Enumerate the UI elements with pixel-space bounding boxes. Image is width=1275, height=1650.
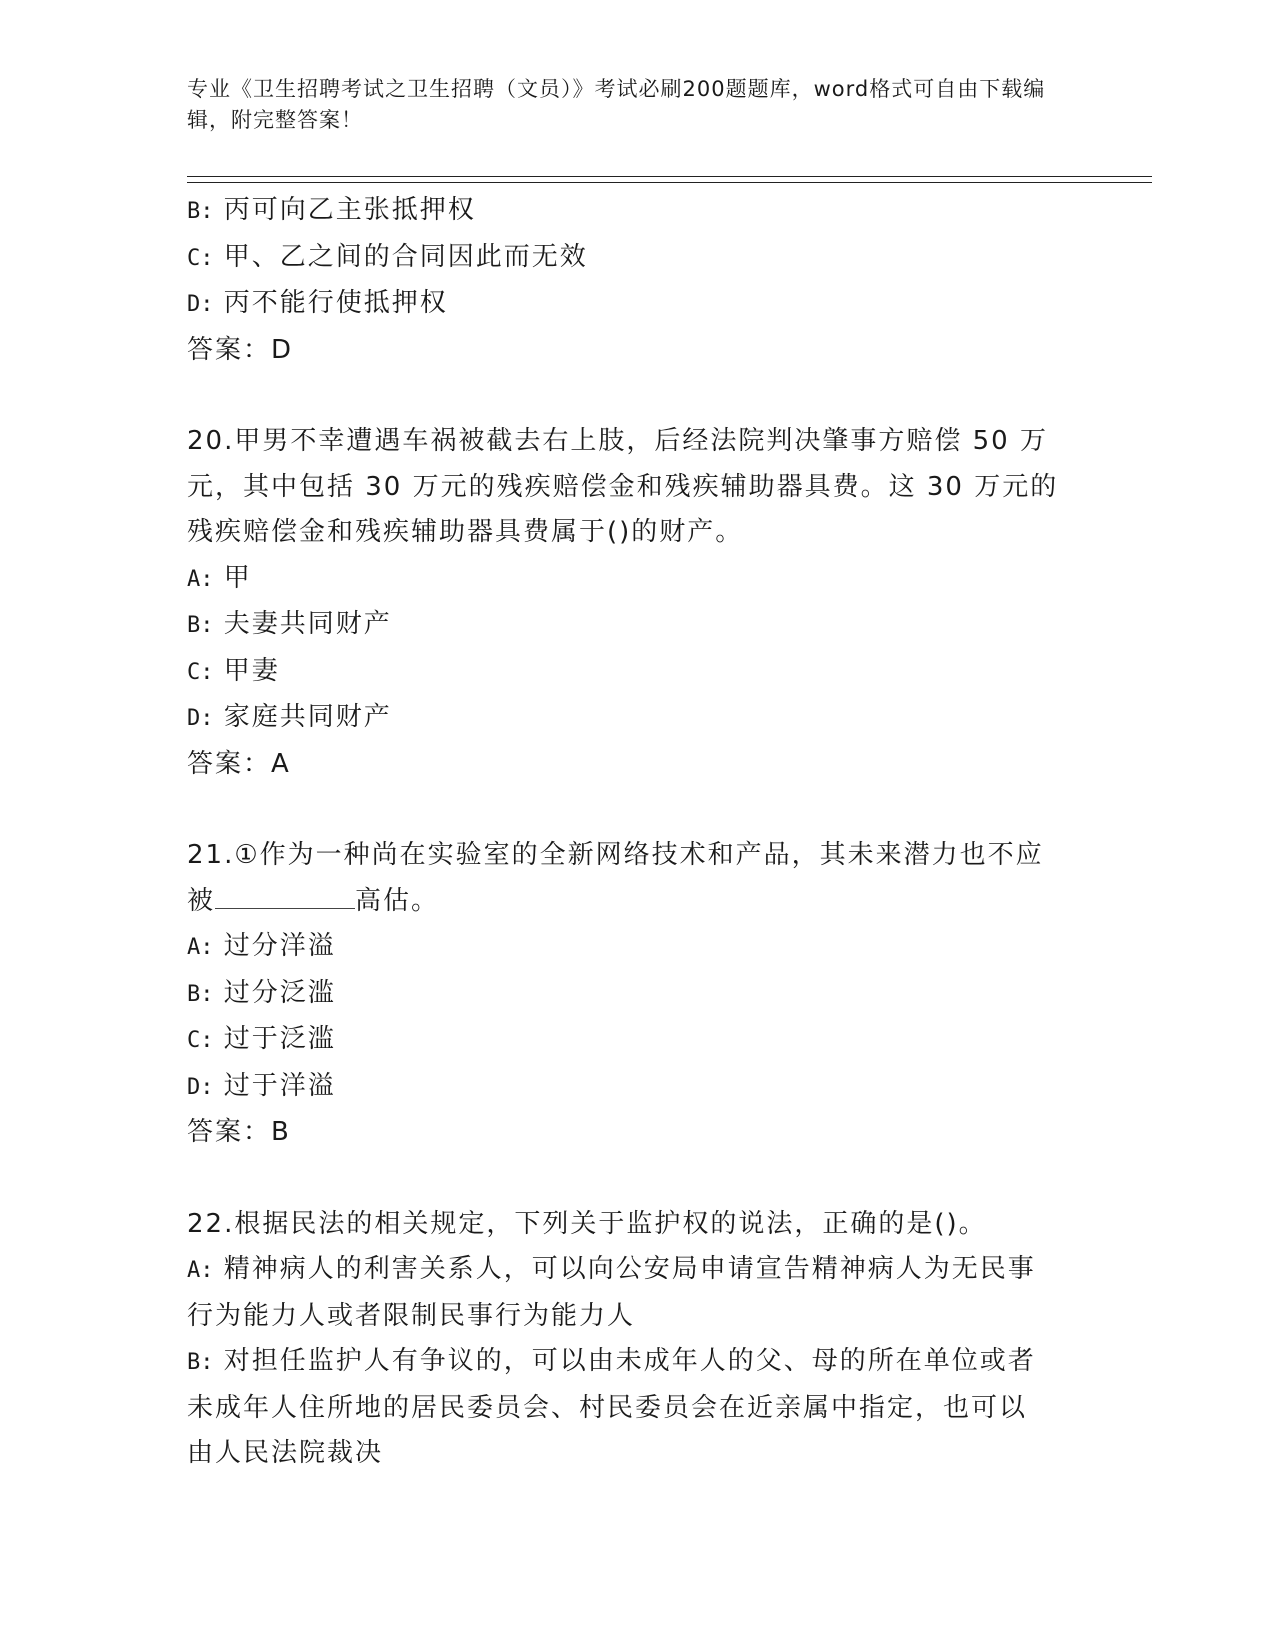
q20-answer: 答案：A — [187, 748, 291, 779]
option-text: 过于洋溢 — [223, 1070, 336, 1101]
q21-option-d — [187, 1064, 1077, 1111]
option-label: C: — [187, 1028, 214, 1053]
option-text: 家庭共同财产 — [223, 702, 392, 732]
option-label: A: — [187, 1258, 214, 1283]
q20-option-d — [187, 695, 1077, 742]
document-body — [187, 188, 1077, 1477]
q21-option-a — [187, 924, 1077, 971]
option-text: 甲、乙之间的合同因此而无效 — [223, 241, 588, 272]
option-text: 过于泛滥 — [223, 1024, 336, 1054]
option-text: 过分泛滥 — [223, 977, 336, 1008]
option-label: A: — [187, 935, 214, 960]
option-label: B: — [187, 981, 214, 1007]
stem-text: 高估。 — [355, 885, 440, 916]
q21-option-c — [187, 1017, 1077, 1064]
q21-stem-line-2 — [187, 879, 1077, 925]
q22-option-a-cont: 行为能力人或者限制民事行为能力人 — [187, 1300, 636, 1331]
q19-option-c — [187, 235, 1077, 282]
option-text: 甲妻 — [223, 655, 280, 686]
option-text: 对担任监护人有争议的，可以由未成年人的父、母的所在单位或者 — [223, 1346, 1036, 1376]
header-divider — [187, 176, 1152, 183]
q20-stem-line-3: 残疾赔偿金和残疾辅助器具费属于()的财产。 — [187, 517, 744, 547]
q22-stem-line-1: 22.根据民法的相关规定，下列关于监护权的说法，正确的是()。 — [187, 1208, 987, 1239]
q22-option-b-cont-2: 由人民法院裁决 — [187, 1438, 384, 1468]
stem-text: 被 — [187, 885, 216, 916]
q19-option-d — [187, 281, 1077, 328]
fill-in-blank — [215, 886, 355, 909]
question-spacer — [187, 373, 1077, 419]
option-label: C: — [187, 245, 214, 271]
q20-option-b — [187, 602, 1077, 649]
option-label: A: — [187, 566, 214, 592]
option-label: B: — [187, 1350, 214, 1375]
option-text: 精神病人的利害关系人，可以向公安局申请宣告精神病人为无民事 — [223, 1254, 1036, 1284]
header-title: 专业《卫生招聘考试之卫生招聘（文员）》考试必刷200题题库，word格式可自由下载编辑，附完整答案！ — [187, 77, 1046, 132]
option-text: 丙不能行使抵押权 — [223, 288, 448, 318]
option-text: 夫妻共同财产 — [223, 609, 392, 639]
option-label: C: — [187, 659, 214, 685]
q20-stem-line-2: 元，其中包括 30 万元的残疾赔偿金和残疾辅助器具费。这 30 万元的 — [187, 471, 1059, 502]
option-text: 丙可向乙主张抵押权 — [223, 195, 476, 225]
option-label: D: — [187, 1074, 214, 1100]
question-spacer — [187, 787, 1077, 833]
option-label: B: — [187, 199, 214, 224]
document-header — [187, 74, 1067, 136]
option-text: 过分洋溢 — [223, 931, 336, 961]
q21-stem-line-1: 21.①作为一种尚在实验室的全新网络技术和产品，其未来潜力也不应 — [187, 840, 1044, 870]
q21-answer: 答案：B — [187, 1117, 291, 1147]
q20-option-a — [187, 556, 1077, 603]
option-text: 甲 — [223, 562, 252, 593]
option-label: D: — [187, 706, 214, 731]
q22-option-b — [187, 1339, 1077, 1386]
q19-answer: 答案：D — [187, 334, 294, 365]
option-label: D: — [187, 292, 214, 317]
q20-stem-line-1: 20.甲男不幸遭遇车祸被截去右上肢，后经法院判决肇事方赔偿 50 万 — [187, 426, 1048, 456]
q22-option-a — [187, 1247, 1077, 1294]
option-label: B: — [187, 613, 214, 638]
q22-option-b-cont-1: 未成年人住所地的居民委员会、村民委员会在近亲属中指定，也可以 — [187, 1392, 1028, 1423]
q19-option-b — [187, 188, 1077, 235]
q21-option-b — [187, 971, 1077, 1018]
q20-option-c — [187, 649, 1077, 696]
question-spacer — [187, 1156, 1077, 1202]
